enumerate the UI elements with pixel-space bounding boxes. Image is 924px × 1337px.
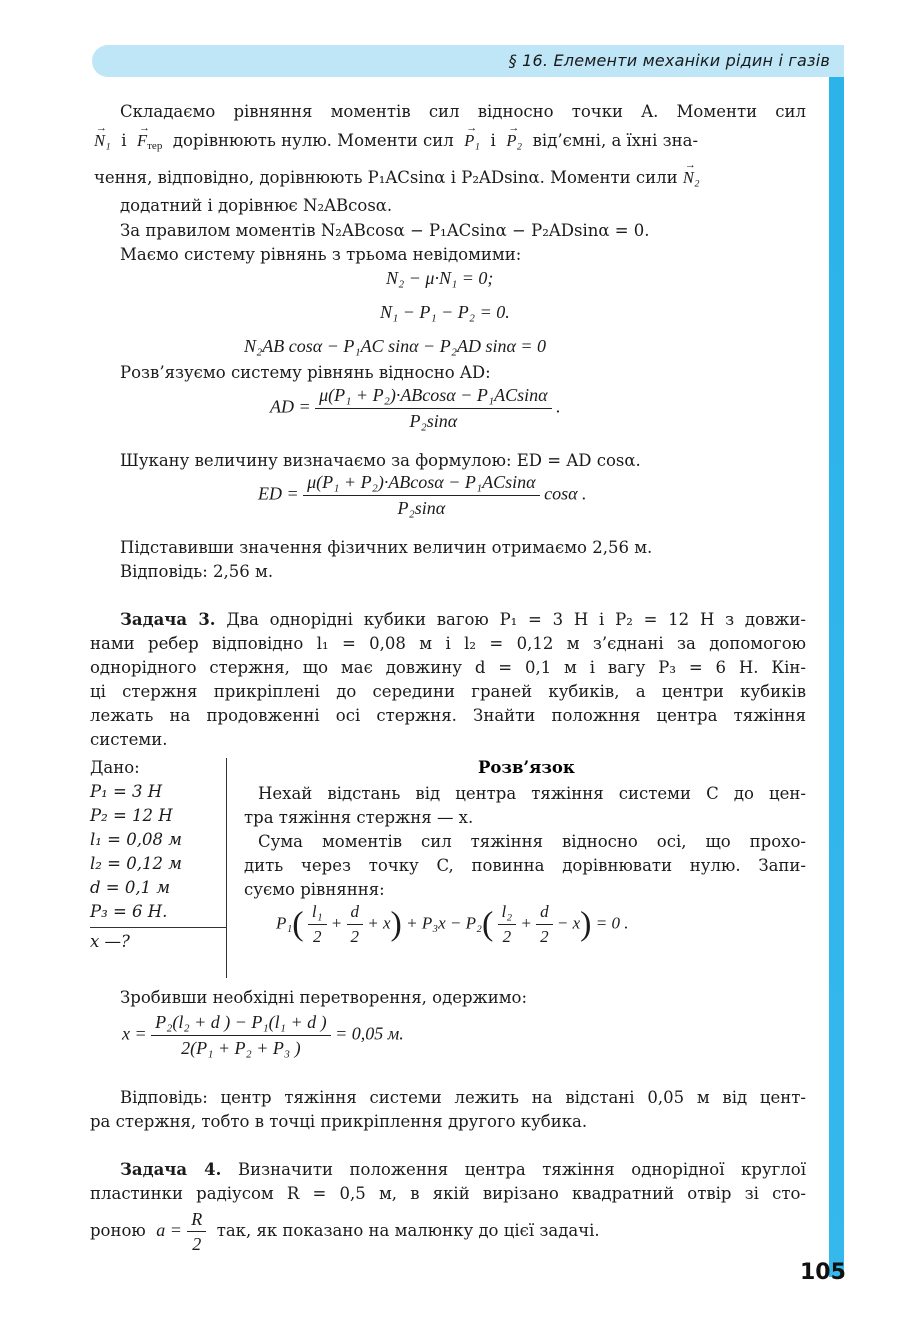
task-4-line [120, 1158, 806, 1182]
vector-n1: → N₁ [94, 129, 111, 153]
solution-line: дить через точку C, повинна дорівнювати нулю. Запи- [244, 856, 806, 875]
paragraph-line: Шукану величину визначаємо за формулою: ED = AD cosα. [120, 451, 641, 470]
equation-moment: P₁( $\frac{\text{l₁}}{2}$ + $\frac{d}{2}$ + x) + P₃x − P₂( $\frac{\text{l₂}}{2}$ + $\frac{d}{2}$ − x) = 0 . [276, 902, 629, 946]
numerator: P₂(l₂ + d ) − P₁(l₁ + d ) [151, 1012, 330, 1036]
text-fragment: дорівнюють нулю. Моменти сил [172, 131, 454, 150]
paragraph-line: За правилом моментів N₂ABcosα − P₁ACsinα − P₂ADsinα = 0. [120, 221, 650, 240]
task-3-line: нами ребер відповідно l₁ = 0,08 м і l₂ = 0,12 м з’єднані за допомогою [90, 634, 806, 653]
equation-x [122, 1012, 404, 1059]
paragraph-line: Маємо систему рівнянь з трьома невідомими: [120, 245, 522, 264]
fraction [303, 472, 539, 519]
answer-line: Відповідь: 2,56 м. [120, 562, 274, 581]
task-label: Задача 3. [120, 610, 216, 629]
denominator: P₂sinα [397, 498, 446, 518]
task-3-line: системи. [90, 730, 168, 749]
numerator: μ(P₁ + P₂)·ABcosα − P₁ACsinα [303, 472, 539, 496]
text-fragment: чення, відповідно, дорівнюють P₁ACsinα і P₂ADsinα. Моменти сили [94, 168, 678, 187]
solution-line: суємо рівняння: [244, 880, 385, 899]
equation-tail: cosα . [544, 483, 587, 504]
given-divider-horizontal [90, 927, 227, 928]
paragraph-line: Розв’язуємо систему рівнянь відносно AD: [120, 363, 491, 382]
paragraph-line-vectors [94, 129, 806, 158]
denominator: 2 [350, 927, 359, 946]
task-text: так, як показано на малюнку до цієї задачі. [216, 1221, 600, 1240]
answer-line: Відповідь: центр тяжіння системи лежить на відстані 0,05 м від цент- [120, 1088, 806, 1107]
task-3-line: однорідного стержня, що має довжину d = 0,1 м і вагу P₃ = 6 Н. Кін- [90, 658, 806, 677]
equation-lhs: ED = [258, 483, 299, 504]
term: − x [556, 913, 581, 933]
vector-n2: → N₂ [683, 166, 700, 190]
vector-p2: → P₂ [506, 129, 522, 153]
solution-line: Нехай відстань від центра тяжіння системи C до цен- [258, 784, 806, 803]
term: + x [367, 913, 391, 933]
fraction [187, 1209, 206, 1254]
task-4-line: пластинки радіусом R = 0,5 м, в якій вирізано квадратний отвір зі сто- [90, 1184, 806, 1203]
paragraph-line: Підставивши значення фізичних величин отримаємо 2,56 м. [120, 538, 653, 557]
denominator: 2 [540, 927, 549, 946]
task-text: Два однорідні кубики вагою P₁ = 3 Н і P₂ = 12 Н з довжи- [226, 610, 806, 629]
paragraph-line: Складаємо рівняння моментів сил відносно точки A. Моменти сил [120, 102, 806, 121]
denominator: 2(P₁ + P₂ + P₃ ) [181, 1038, 301, 1058]
page-number: 105 [800, 1260, 846, 1285]
task-text: роною [90, 1221, 146, 1240]
ftr-subscript: тер [147, 140, 163, 152]
term: = 0 . [595, 913, 629, 933]
answer-line: ра стержня, тобто в точці прикріплення другого кубика. [90, 1112, 588, 1131]
conj-and: і [121, 131, 127, 150]
fraction [308, 902, 327, 947]
paren-close: ) [580, 905, 592, 943]
denominator: 2 [502, 927, 512, 946]
task-4-line [90, 1208, 806, 1254]
equation-ad [270, 385, 561, 432]
given-item: P₃ = 6 Н. [90, 902, 168, 921]
term: + P₃x − P₂ [406, 913, 482, 933]
given-item: P₂ = 12 Н [90, 806, 173, 825]
equation-tail: . [556, 396, 561, 417]
paragraph-line [94, 166, 806, 190]
fraction [498, 902, 517, 947]
numerator: l₁ [308, 902, 327, 925]
fraction [347, 902, 364, 947]
formula-lhs: a = [156, 1220, 182, 1240]
equation-lhs: x = [122, 1023, 147, 1044]
paren-open: ( [481, 905, 494, 943]
given-title: Дано: [90, 758, 140, 777]
term: P₁ [276, 913, 293, 933]
paren-close: ) [390, 905, 402, 943]
solution-line: тра тяжіння стержня — x. [244, 808, 474, 827]
solution-title: Розв’язок [478, 758, 575, 777]
paren-open: ( [292, 905, 304, 943]
solution-line: Сума моментів сил тяжіння відносно осі, що прохо- [258, 832, 806, 851]
numerator: μ(P₁ + P₂)·ABcosα − P₁ACsinα [315, 385, 551, 409]
numerator: d [536, 902, 553, 925]
section-title: § 16. Елементи механіки рідин і газів [508, 51, 830, 70]
denominator: 2 [192, 1234, 202, 1254]
vector-ftr [137, 129, 162, 158]
equation-1: N₂ − μ·N₁ = 0; [386, 268, 494, 288]
fraction [315, 385, 551, 432]
given-item: l₂ = 0,12 м [90, 854, 182, 873]
numerator: l₂ [498, 902, 517, 925]
conj-and-2: і [490, 131, 496, 150]
given-item: l₁ = 0,08 м [90, 830, 182, 849]
task-label: Задача 4. [120, 1160, 222, 1179]
fraction [536, 902, 553, 947]
equation-3: N₂AB cosα − P₁AC sinα − P₂AD sinα = 0 [244, 336, 547, 356]
task-3-line: ці стержня прикріплені до середини граней кубиків, а центри кубиків [90, 682, 806, 701]
equation-2: N₁ − P₁ − P₂ = 0. [380, 302, 510, 322]
vector-p1: → P₁ [464, 129, 480, 153]
equation-ed [258, 472, 587, 519]
given-item: P₁ = 3 Н [90, 782, 163, 801]
given-divider-vertical [226, 758, 227, 978]
task-text: Визначити положення центра тяжіння однорідної круглої [237, 1160, 806, 1179]
task-3-line: лежать на продовженні осі стержня. Знайти положння центра тяжіння [90, 706, 806, 725]
fraction [151, 1012, 330, 1059]
paragraph-line: Зробивши необхідні перетворення, одержимо: [120, 988, 528, 1007]
equation-lhs: AD = [270, 396, 311, 417]
ftr-letter: F [137, 131, 148, 150]
text-fragment-2: від’ємні, а їхні зна- [532, 131, 699, 150]
denominator: P₂sinα [409, 411, 458, 431]
equation-tail: = 0,05 м. [335, 1023, 404, 1044]
given-item: d = 0,1 м [90, 878, 171, 897]
page-edge-stripe [829, 77, 844, 1277]
numerator: d [347, 902, 364, 925]
paragraph-line: додатний і дорівнює N₂ABcosα. [120, 196, 393, 215]
task-3-line [120, 608, 806, 632]
denominator: 2 [312, 927, 322, 946]
find-item: x —? [90, 932, 130, 951]
numerator: R [187, 1209, 206, 1232]
